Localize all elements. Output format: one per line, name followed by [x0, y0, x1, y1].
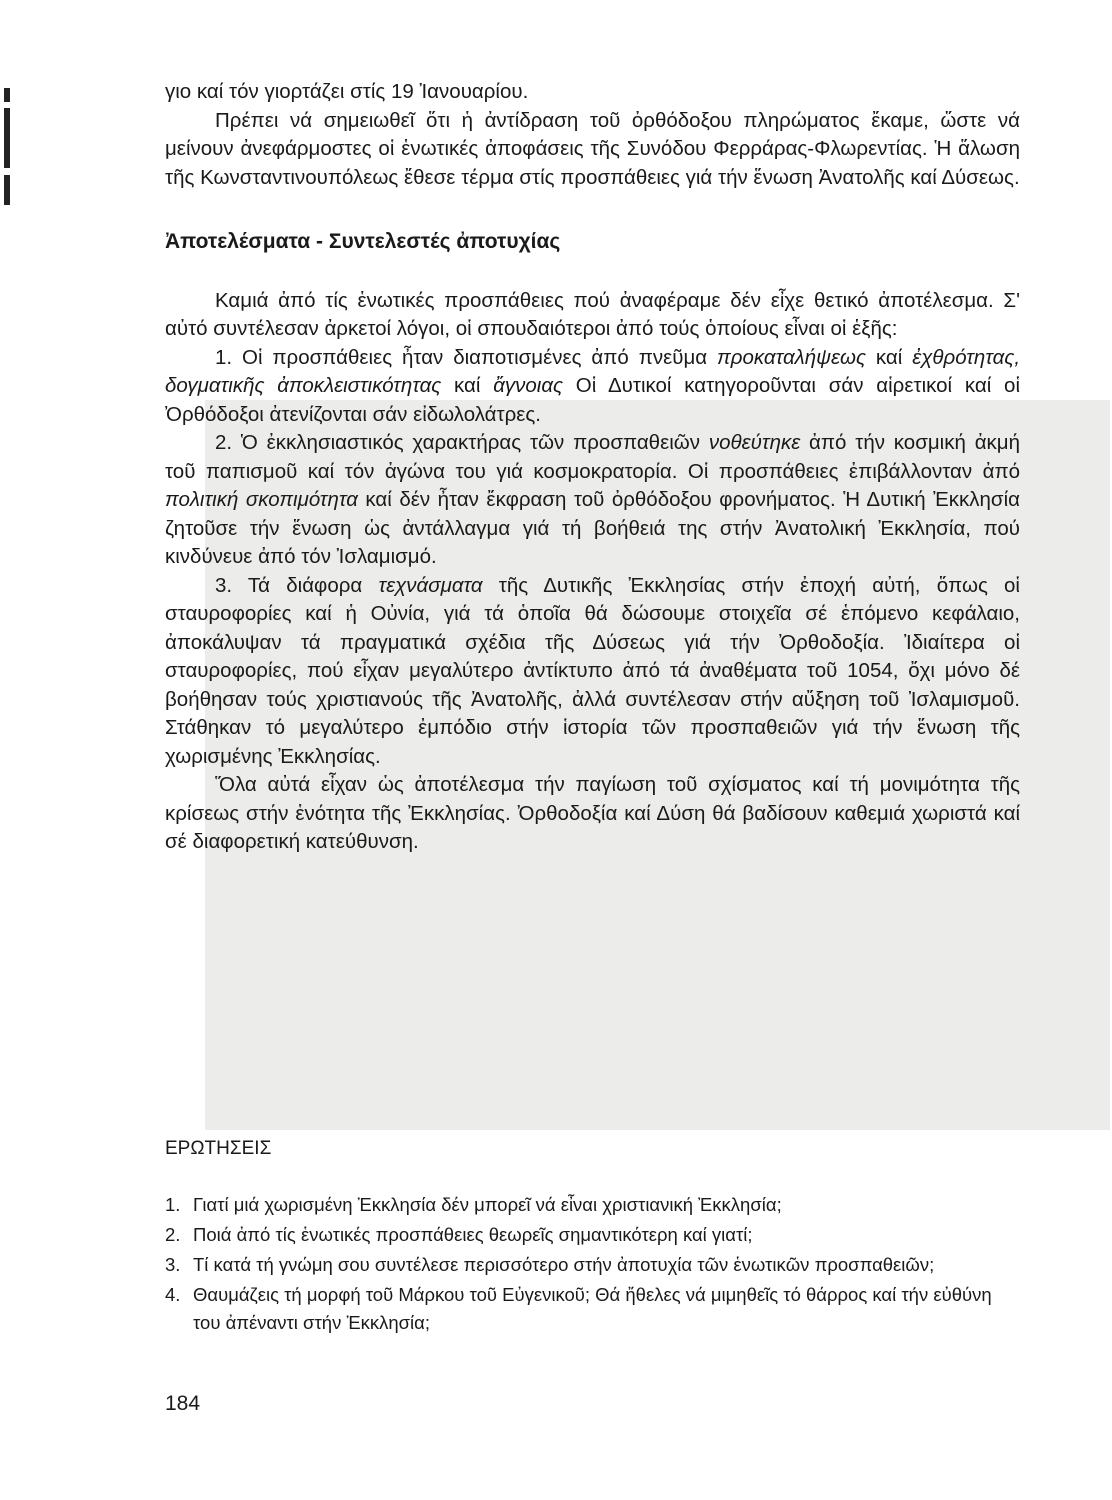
question-item: 3. Τί κατά τή γνώμη σου συντέλεσε περισσότερο στήν ἀποτυχία τῶν ἑνωτικῶν προσπαθειῶν; — [165, 1254, 935, 1275]
list-item-3: 3. Τά διάφορα τεχνάσματα τῆς Δυτικῆς Ἐκκλησίας στήν ἐποχή αὐτή, ὅπως οἱ σταυροφορίες καί ἡ Οὐνία, γιά τά ὁποῖα θά δώσουμε στοιχεῖα σέ ἑπόμενο κεφάλαιο, ἀποκάλυψαν τά πραγματικά σχέδια τῆς Δύσεως γιά τήν Ὀρθοδοξία. Ἰδιαίτερα οἱ σταυροφορίες, πού εἶχαν μεγαλύτερο ἀντίκτυπο ἀπό τά ἀναθέματα τοῦ 1054, ὄχι μόνο δέ βοήθησαν τούς χριστιανούς τῆς Ἀνατολῆς, ἀλλά συντέλεσαν στήν αὔξηση τοῦ Ἰσλαμισμοῦ. Στάθηκαν τό μεγαλύτερο ἐμπόδιο στήν ἱστορία τῶν προσπαθειῶν γιά τήν ἕνωση τῆς χωρισμένης Ἐκκλησίας. — [165, 573, 1020, 768]
paragraph-conclusion: Ὅλα αὐτά εἶχαν ὡς ἀποτέλεσμα τήν παγίωση τοῦ σχίσματος καί τή μονιμότητα τῆς κρίσεως στήν ἑνότητα τῆς Ἐκκλησίας. Ὀρθοδοξία καί Δύση θά βαδίσουν καθεμιά χωριστά καί σέ διαφορετική κατεύθυνση. — [165, 773, 1020, 853]
question-item: 1. Γιατί μιά χωρισμένη Ἐκκλησία δέν μπορεῖ νά εἶναι χριστιανική Ἐκκλησία; — [165, 1194, 782, 1215]
page-number: 184 — [165, 1392, 201, 1415]
questions-section — [165, 1135, 1020, 1339]
list-item-1: 1. Οἱ προσπάθειες ἦταν διαποτισμένες ἀπό πνεῦμα προκαταλήψεως καί ἐχθρότητας, δογματικῆς ἀποκλειστικότητας καί ἄγνοιας Οἱ Δυτικοί κατηγοροῦνται σάν αἱρετικοί καί οἱ Ὀρθόδοξοι ἀτενίζονται σάν εἰδωλολάτρες. — [165, 345, 1021, 426]
question-item: 4. Θαυμάζεις τή μορφή τοῦ Μάρκου τοῦ Εὐγενικοῦ; Θά ἤθελες νά μιμηθεῖς τό θάρρος καί τήν εὐθύνη του ἀπέναντι στήν Ἐκκλησία; — [165, 1284, 992, 1333]
questions-title: ΕΡΩΤΗΣΕΙΣ — [165, 1138, 272, 1159]
paragraph-continuation: γιο καί τόν γιορτάζει στίς 19 Ἰανουαρίου. — [165, 80, 529, 103]
question-item: 2. Ποιά ἀπό τίς ἑνωτικές προσπάθειες θεωρεῖς σημαντικότερη καί γιατί; — [165, 1224, 753, 1245]
section-heading: Ἀποτελέσματα - Συντελεστές ἀποτυχίας — [165, 230, 561, 253]
binding-marks — [0, 80, 14, 210]
list-item-2: 2. Ὁ ἐκκλησιαστικός χαρακτήρας τῶν προσπαθειῶν νοθεύτηκε ἀπό τήν κοσμική ἀκμή τοῦ παπισμοῦ καί τόν ἀγώνα του γιά κοσμοκρατορία. Οἱ προσπάθειες ἐπιβάλλονταν ἀπό πολιτική σκοπιμότητα καί δέν ἦταν ἔκφραση τοῦ ὀρθόδοξου φρονήματος. Ἡ Δυτική Ἐκκλησία ζητοῦσε τήν ἕνωση ὡς ἀντάλλαγμα γιά τή βοήθειά της στήν Ἀνατολική Ἐκκλησία, πού κινδύνευε ἀπό τόν Ἰσλαμισμό. — [165, 431, 1021, 568]
main-text — [165, 78, 1020, 857]
paragraph-reaction: Πρέπει νά σημειωθεῖ ὅτι ἡ ἀντίδραση τοῦ ὀρθόδοξου πληρώματος ἔκαμε, ὥστε νά μείνουν ἀνεφάρμοστες οἱ ἑνωτικές ἀποφάσεις τῆς Συνόδου Φερράρας-Φλωρεντίας. Ἡ ἅλωση τῆς Κωνσταντινουπόλεως ἔθεσε τέρμα στίς προσπάθειες γιά τήν ἕνωση Ἀνατολῆς καί Δύσεως. — [165, 108, 1020, 189]
paragraph-intro: Καμιά ἀπό τίς ἑνωτικές προσπάθειες πού ἀναφέραμε δέν εἶχε θετικό ἀποτέλεσμα. Σ' αὐτό συντέλεσαν ἀρκετοί λόγοι, οἱ σπουδαιότεροι ἀπό τούς ὁποίους εἶναι οἱ ἑξῆς: — [165, 288, 1020, 340]
